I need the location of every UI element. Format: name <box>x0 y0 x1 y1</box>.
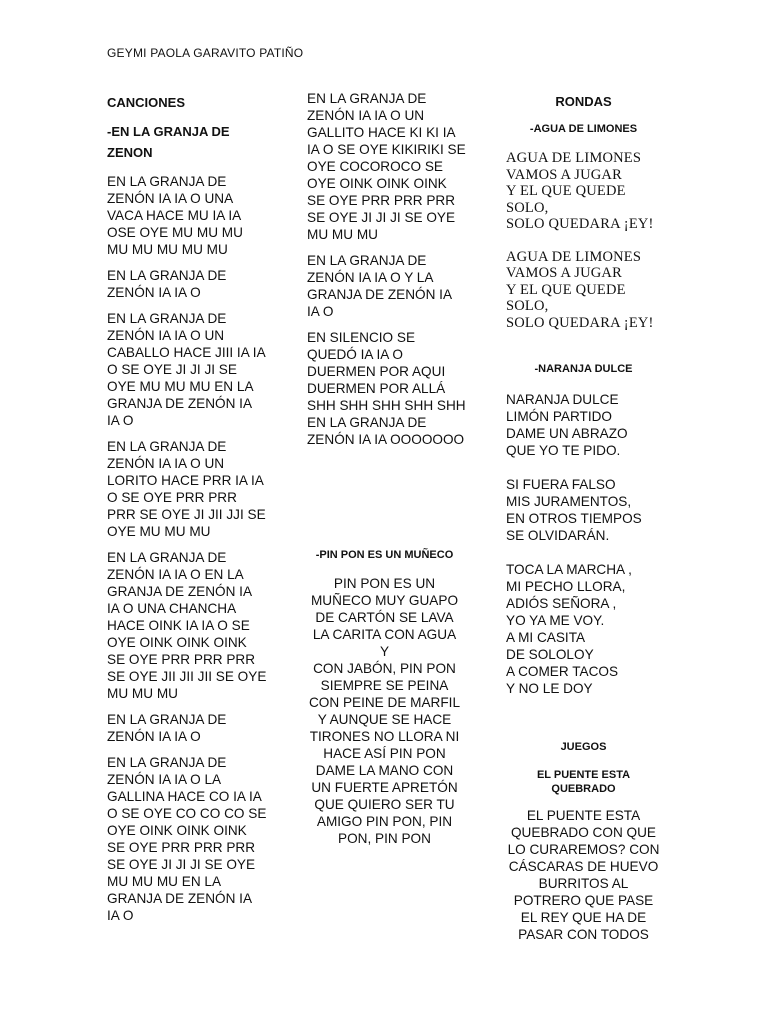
naranja-verse: SI FUERA FALSO MIS JURAMENTOS, EN OTROS TIEMPOS SE OLVIDARÁN. <box>506 477 642 543</box>
lyric-paragraph: EN LA GRANJA DE ZENÓN IA IA O UN GALLITO HACE KI KI IA IA O SE OYE KIKIRIKI SE OYE COCOROCO SE OYE OINK OINK OINK SE OYE PRR PRR PRR SE OYE JI JI JI SE OYE MU MU MU <box>307 91 466 242</box>
canciones-column <box>107 92 277 924</box>
pin-pon-lyrics: PIN PON ES UN MUÑECO MUY GUAPO DE CARTÓN SE LAVA LA CARITA CON AGUA Y CON JABÓN, PIN PON SIEMPRE SE PEINA CON PEINE DE MARFIL Y AUNQUE SE HACE TIRONES NO LLORA NI HACE ASÍ PIN PON DAME LA MANO CON UN FUERTE APRETÓN QUE QUIERO SER TU AMIGO PIN PON, PIN PON, PIN PON <box>308 576 461 846</box>
rondas-heading: RONDAS <box>555 94 612 109</box>
lyric-paragraph: EN LA GRANJA DE ZENÓN IA IA O Y LA GRANJA DE ZENÓN IA IA O <box>307 253 453 319</box>
lyric-paragraph: EN LA GRANJA DE ZENÓN IA IA O UN LORITO HACE PRR IA IA O SE OYE PRR PRR PRR SE OYE JI JII JJI SE OYE MU MU MU <box>107 439 266 539</box>
pin-pon-title: -PIN PON ES UN MUÑECO <box>315 549 454 561</box>
naranja-dulce-title: -NARANJA DULCE <box>534 363 633 375</box>
juegos-section <box>506 740 661 943</box>
author-name: GEYMI PAOLA GARAVITO PATIÑO <box>107 46 304 60</box>
puente-lyrics: EL PUENTE ESTA QUEBRADO CON QUE LO CURAREMOS? CON CÁSCARAS DE HUEVO BURRITOS AL POTRERO QUE PASE EL REY QUE HA DE PASAR CON TODOS <box>507 808 660 942</box>
naranja-verse: TOCA LA MARCHA , MI PECHO LLORA, ADIÓS SEÑORA , YO YA ME VOY. A MI CASITA DE SOLOLOY A COMER TACOS Y NO LE DOY <box>506 562 632 696</box>
rondas-column <box>506 92 661 697</box>
puente-title: EL PUENTE ESTA QUEBRADO <box>536 769 631 795</box>
agua-verse: AGUA DE LIMONES VAMOS A JUGAR Y EL QUE QUEDE SOLO, SOLO QUEDARA ¡EY! <box>506 248 654 331</box>
lyric-paragraph: EN LA GRANJA DE ZENÓN IA IA O UNA VACA HACE MU IA IA OSE OYE MU MU MU MU MU MU MU MU <box>107 174 243 257</box>
agua-de-limones-title: -AGUA DE LIMONES <box>529 123 638 135</box>
lyric-paragraph: EN LA GRANJA DE ZENÓN IA IA O LA GALLINA HACE CO IA IA O SE OYE CO CO CO SE OYE OINK OINK OINK SE OYE PRR PRR PRR SE OYE JI JI JI SE OYE MU MU MU EN LA GRANJA DE ZENÓN IA IA O <box>107 755 267 923</box>
lyric-paragraph: EN LA GRANJA DE ZENÓN IA IA O <box>107 712 227 744</box>
lyric-paragraph: EN SILENCIO SE QUEDÓ IA IA O DUERMEN POR AQUI DUERMEN POR ALLÁ SHH SHH SHH SHH SHH EN LA GRANJA DE ZENÓN IA IA OOOOOOO <box>307 330 466 447</box>
canciones-heading: CANCIONES <box>107 95 186 110</box>
song-title-granja: -EN LA GRANJA DE ZENON <box>107 124 230 160</box>
lyric-paragraph: EN LA GRANJA DE ZENÓN IA IA O UN CABALLO HACE JIII IA IA O SE OYE JI JI JI SE OYE MU MU MU EN LA GRANJA DE ZENÓN IA IA O <box>107 311 266 428</box>
naranja-verse: NARANJA DULCE LIMÓN PARTIDO DAME UN ABRAZO QUE YO TE PIDO. <box>506 392 628 458</box>
lyric-paragraph: EN LA GRANJA DE ZENÓN IA IA O <box>107 268 227 300</box>
juegos-heading: JUEGOS <box>560 741 607 753</box>
pin-pon-section <box>307 548 462 847</box>
agua-verse: AGUA DE LIMONES VAMOS A JUGAR Y EL QUE QUEDE SOLO, SOLO QUEDARA ¡EY! <box>506 150 654 232</box>
granja-continuation-column <box>307 90 477 448</box>
lyric-paragraph: EN LA GRANJA DE ZENÓN IA IA O EN LA GRANJA DE ZENÓN IA IA O UNA CHANCHA HACE OINK IA IA O SE OYE OINK OINK OINK SE OYE PRR PRR PRR SE OYE JII JII JII SE OYE MU MU MU <box>107 550 267 701</box>
